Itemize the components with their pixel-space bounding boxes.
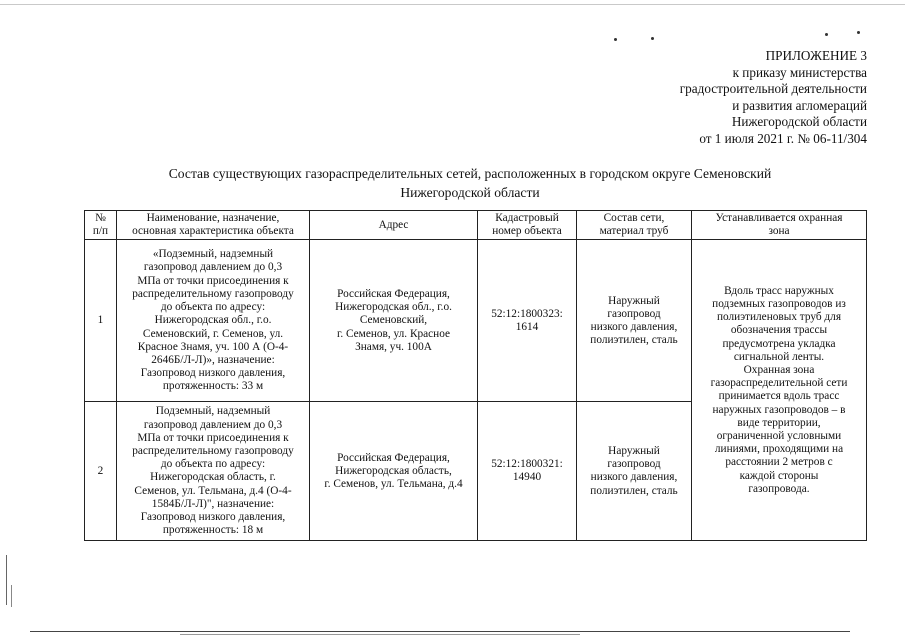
cell-composition: Наружный газопровод низкого давления, полиэтилен, сталь [577, 240, 692, 402]
appendix-line: ПРИЛОЖЕНИЕ 3 [765, 48, 867, 63]
cell-cadastral: 52:12:1800321: 14940 [478, 402, 577, 541]
scan-artifact-line [6, 555, 7, 605]
scan-speck [825, 33, 828, 36]
header-cadastral: Кадастровый номер объекта [478, 211, 577, 240]
cell-composition: Наружный газопровод низкого давления, полиэтилен, сталь [577, 402, 692, 541]
scan-speck [857, 31, 860, 34]
cell-cadastral: 52:12:1800323: 1614 [478, 240, 577, 402]
scan-artifact-line [11, 585, 12, 607]
cell-address: Российская Федерация, Нижегородская обл., г.о. Семеновский, г. Семенов, ул. Красное Знамя, уч. 100А [310, 240, 478, 402]
scan-speck [651, 37, 654, 40]
appendix-line: градостроительной деятельности [679, 81, 867, 97]
cell-name: Подземный, надземный газопровод давлением до 0,3 МПа от точки присоединения к распределительному газопроводу до объекта по адресу: Нижегородская область, г. Семенов, ул. Тельмана, д.4 (О-4- 1584Б/Л-Л)", назначение: Газопровод низкого давления, протяженность: 18 м [117, 402, 310, 541]
cell-protection-zone: Вдоль трасс наружных подземных газопроводов из полиэтиленовых труб для обозначения трассы предусмотрена укладка сигнальной ленты. Охранная зона газораспределительной сети принимается вдоль трасс наружных газопроводов – в виде территории, ограниченной условными линиями, проходящими на расстоянии 2 метров с каждой стороны газопровода. [692, 240, 867, 541]
cell-name: «Подземный, надземный газопровод давлением до 0,3 МПа от точки присоединения к распределительному газопроводу до объекта по адресу: Нижегородская обл., г.о. Семеновский, г. Семенов, ул. Красное Знамя, уч. 100 А (О-4- 2646Б/Л-Л)», назначение: Газопровод низкого давления, протяженность: 33 м [117, 240, 310, 402]
document-title [120, 164, 820, 202]
appendix-line: от 1 июля 2021 г. № 06-11/304 [699, 130, 867, 146]
cell-num: 2 [85, 402, 117, 541]
table-header-row [85, 211, 867, 240]
table-row [85, 240, 867, 402]
title-line: Состав существующих газораспределительных сетей, расположенных в городском округе Семеновский [168, 166, 772, 181]
header-composition: Состав сети, материал труб [577, 211, 692, 240]
appendix-line: к приказу министерства [732, 64, 867, 80]
header-num: № п/п [85, 211, 117, 240]
header-zone: Устанавливается охранная зона [692, 211, 867, 240]
scan-bottom-edge [180, 634, 580, 635]
title-line: Нижегородской области [400, 185, 540, 200]
appendix-header [547, 48, 867, 148]
cell-num: 1 [85, 240, 117, 402]
header-address: Адрес [310, 211, 478, 240]
gas-network-table [84, 210, 867, 541]
cell-address: Российская Федерация, Нижегородская область, г. Семенов, ул. Тельмана, д.4 [310, 402, 478, 541]
appendix-line: и развития агломераций [732, 97, 867, 113]
appendix-line: Нижегородской области [731, 114, 867, 130]
scan-speck [614, 38, 617, 41]
header-name: Наименование, назначение, основная характеристика объекта [117, 211, 310, 240]
scan-bottom-edge [30, 631, 850, 632]
scan-top-edge [0, 4, 905, 5]
